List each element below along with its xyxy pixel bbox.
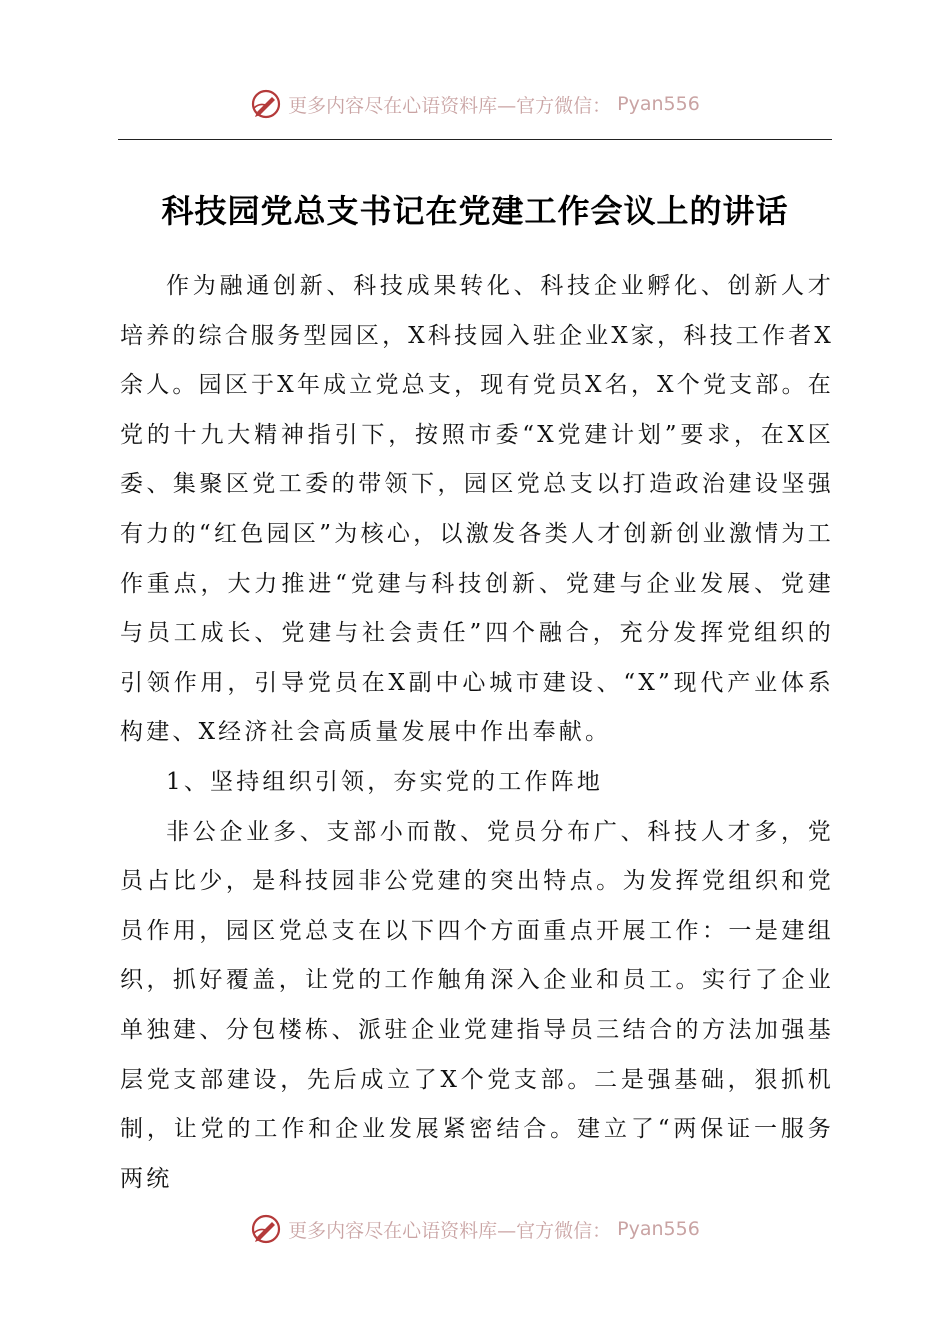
- pen-logo-icon: [250, 88, 282, 120]
- header-watermark: [0, 86, 950, 122]
- header-divider: [118, 139, 832, 140]
- watermark-text: 更多内容尽在心语资料库—官方微信：: [288, 1219, 612, 1242]
- document-title: 科技园党总支书记在党建工作会议上的讲话: [161, 192, 789, 230]
- pen-logo-icon: [250, 1213, 282, 1245]
- watermark-wechat-id: Pyan556: [617, 1218, 700, 1240]
- watermark-wechat-id: Pyan556: [617, 93, 700, 115]
- footer-watermark: [0, 1211, 950, 1247]
- paragraph-intro: 作为融通创新、科技成果转化、科技企业孵化、创新人才培养的综合服务型园区，X科技园入驻企业X家，科技工作者X余人。园区于X年成立党总支，现有党员X名，X个党支部。在党的十九大精神指引下，按照市委“X党建计划”要求，在X区委、集聚区党工委的带领下，园区党总支以打造政治建设坚强有力的“红色园区”为核心，以激发各类人才创新创业激情为工作重点，大力推进“党建与科技创新、党建与企业发展、党建与员工成长、党建与社会责任”四个融合，充分发挥党组织的引领作用，引导党员在X副中心城市建设、“X”现代产业体系构建、X经济社会高质量发展中作出奉献。: [120, 273, 834, 746]
- watermark-text: 更多内容尽在心语资料库—官方微信：: [288, 94, 612, 117]
- document-body: [120, 262, 834, 1204]
- paragraph-section-1: 非公企业多、支部小而散、党员分布广、科技人才多，党员占比少，是科技园非公党建的突出特点。为发挥党组织和党员作用，园区党总支在以下四个方面重点开展工作：一是建组织，抓好覆盖，让党的工作触角深入企业和员工。实行了企业单独建、分包楼栋、派驻企业党建指导员三结合的方法加强基层党支部建设，先后成立了X个党支部。二是强基础，狠抓机制，让党的工作和企业发展紧密结合。建立了“两保证一服务两统: [120, 818, 834, 1192]
- section-heading: 1、坚持组织引领，夯实党的工作阵地: [166, 768, 604, 795]
